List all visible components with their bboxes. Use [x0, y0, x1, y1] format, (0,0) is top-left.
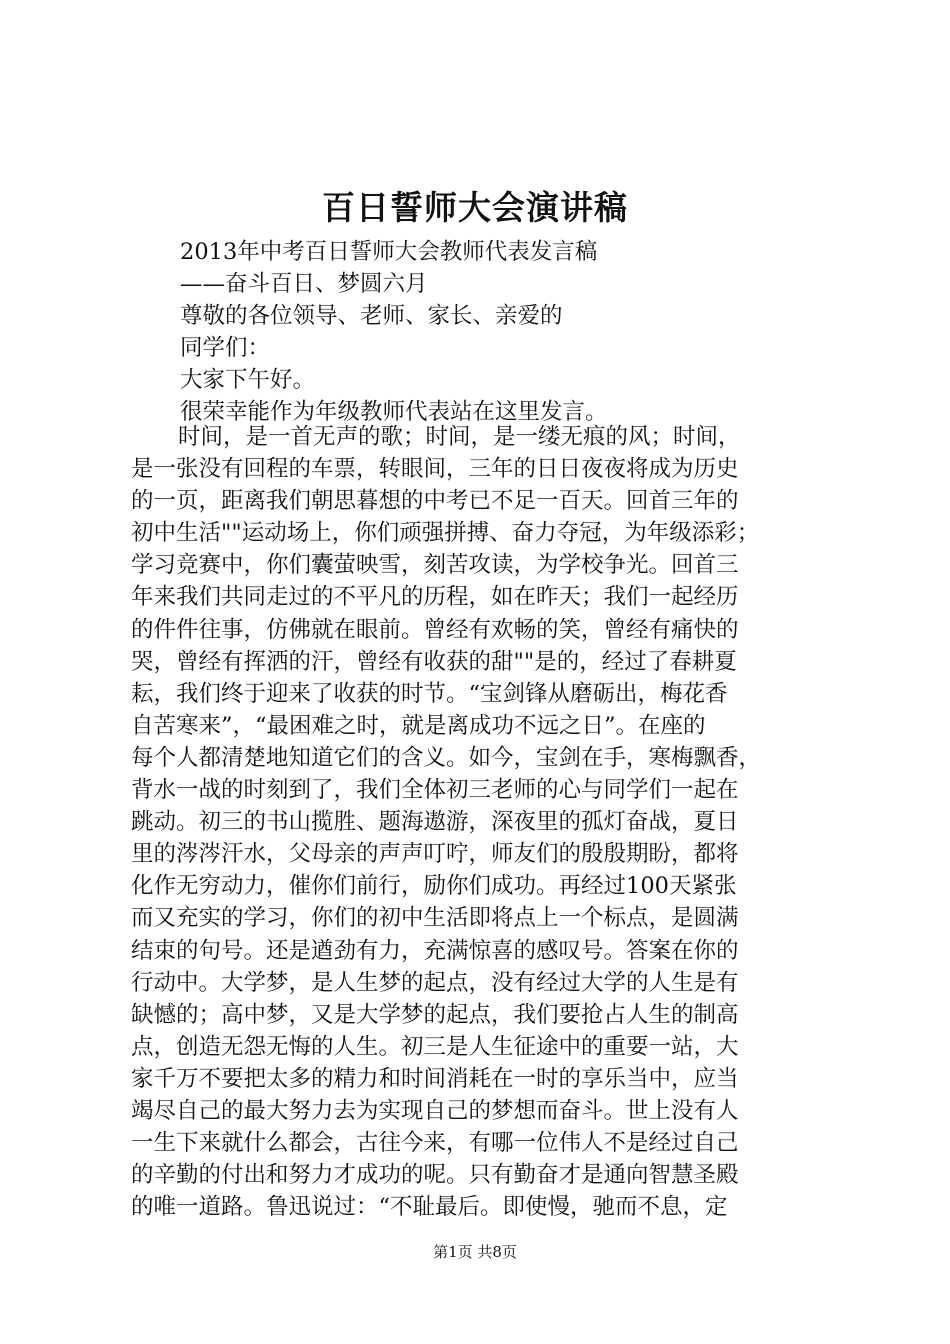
body-line: 一生下来就什么都会，古往今来，有哪一位伟人不是经过自己 — [131, 1130, 739, 1157]
page-footer: 第1页 共8页 — [433, 1243, 517, 1261]
intro-line: ——奋斗百日、梦圆六月 — [180, 271, 428, 297]
body-paragraph — [131, 421, 826, 1223]
body-line: 家千万不要把太多的精力和时间消耗在一时的享乐当中，应当 — [131, 1065, 739, 1092]
body-line: 背水一战的时刻到了，我们全体初三老师的心与同学们一起在 — [131, 777, 739, 804]
body-line: 时间，是一首无声的歌；时间，是一缕无痕的风；时间， — [178, 424, 741, 450]
intro-line: 尊敬的各位领导、老师、家长、亲爱的 — [180, 303, 563, 329]
body-line: 化作无穷动力，催你们前行，励你们成功。再经过100天紧张 — [131, 873, 737, 900]
body-line: 竭尽自己的最大努力去为实现自己的梦想而奋斗。世上没有人 — [131, 1097, 739, 1124]
page-title: 百日誓师大会演讲稿 — [322, 188, 628, 227]
body-line: 里的涔涔汗水，父母亲的声声叮咛，师友们的殷殷期盼，都将 — [131, 841, 739, 868]
body-line: 跳动。初三的书山揽胜、题海遨游，深夜里的孤灯奋战，夏日 — [131, 809, 739, 836]
body-line: 是一张没有回程的车票，转眼间，三年的日日夜夜将成为历史 — [131, 456, 739, 483]
body-line: 而又充实的学习，你们的初中生活即将点上一个标点，是圆满 — [131, 905, 739, 932]
body-line: 的唯一道路。鲁迅说过：“不耻最后。即使慢，驰而不息，定 — [131, 1194, 728, 1221]
body-line: 的一页，距离我们朝思暮想的中考已不足一百天。回首三年的 — [131, 488, 739, 515]
body-line: 初中生活""运动场上，你们顽强拼搏、奋力夺冠，为年级添彩； — [131, 520, 760, 547]
body-line: 点，创造无怨无悔的人生。初三是人生征途中的重要一站，大 — [131, 1033, 739, 1060]
body-line: 缺憾的；高中梦，又是大学梦的起点，我们要抢占人生的制高 — [131, 1001, 739, 1028]
body-line: 的件件往事，仿佛就在眼前。曾经有欢畅的笑，曾经有痛快的 — [131, 616, 739, 643]
intro-line: 同学们： — [180, 335, 271, 361]
body-line: 每个人都清楚地知道它们的含义。如今，宝剑在手，寒梅飘香， — [131, 744, 762, 771]
body-line: 年来我们共同走过的不平凡的历程，如在昨天；我们一起经历 — [131, 584, 739, 611]
intro-block — [180, 236, 820, 428]
body-line: 哭，曾经有挥洒的汗，曾经有收获的甜""是的，经过了春耕夏 — [131, 648, 737, 675]
body-line: 行动中。大学梦，是人生梦的起点，没有经过大学的人生是有 — [131, 969, 739, 996]
body-line: 自苦寒来”，“最困难之时，就是离成功不远之日”。在座的 — [131, 712, 706, 739]
body-line: 结束的句号。还是遒劲有力，充满惊喜的感叹号。答案在你的 — [131, 937, 739, 964]
intro-line: 大家下午好。 — [180, 367, 316, 393]
body-line: 耘，我们终于迎来了收获的时节。“宝剑锋从磨砺出，梅花香 — [131, 680, 728, 707]
body-line: 的辛勤的付出和努力才成功的呢。只有勤奋才是通向智慧圣殿 — [131, 1162, 739, 1189]
body-line: 学习竞赛中，你们囊萤映雪，刻苦攻读，为学校争光。回首三 — [131, 552, 739, 579]
intro-line: 很荣幸能作为年级教师代表站在这里发言。 — [180, 399, 608, 425]
intro-line: 2013年中考百日誓师大会教师代表发言稿 — [180, 239, 598, 265]
